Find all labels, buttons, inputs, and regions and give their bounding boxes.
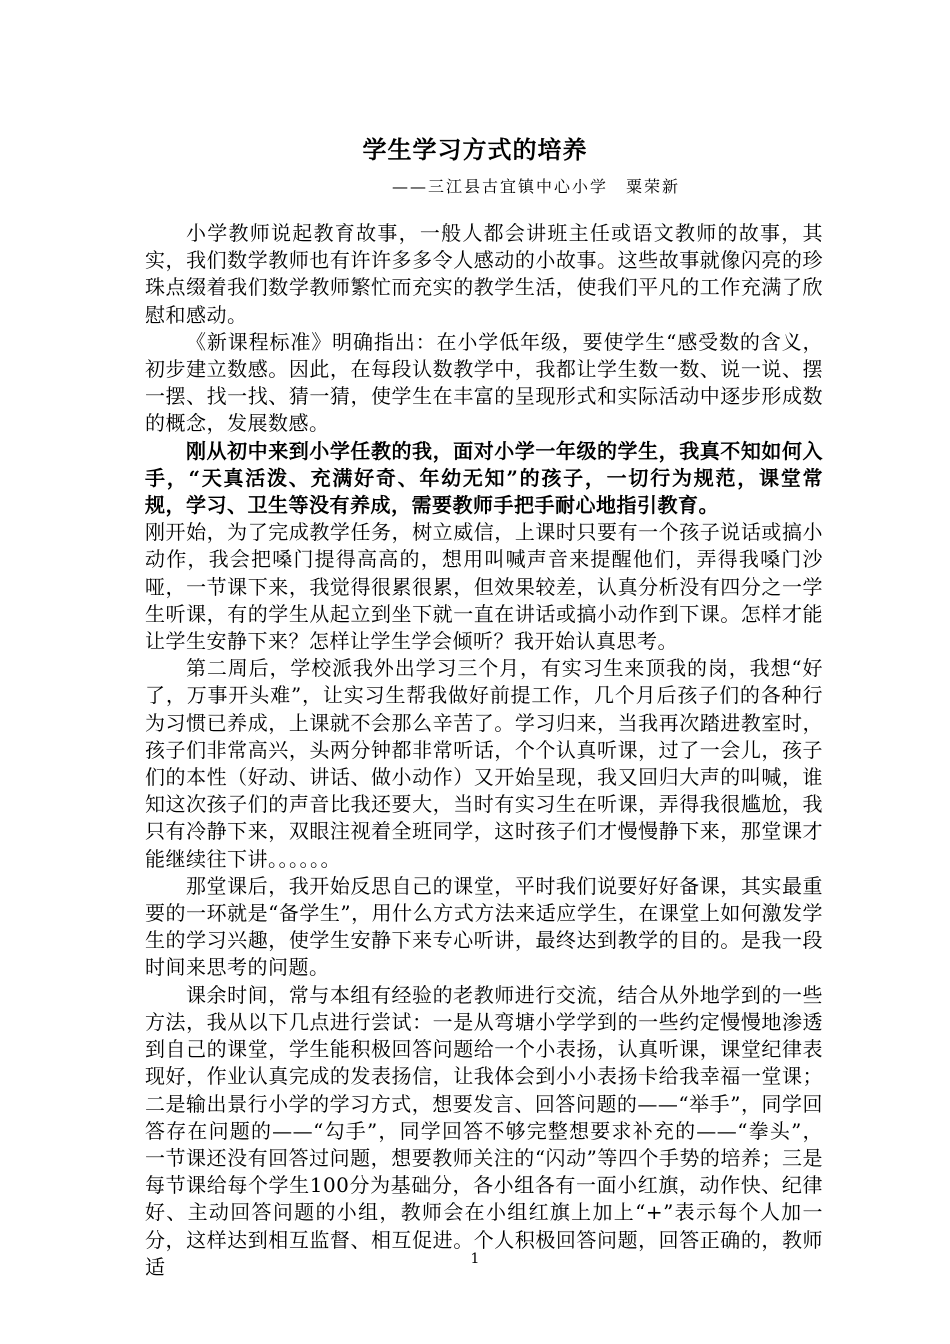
document-title: 学生学习方式的培养 [362,135,588,164]
author-line: ——三江县古宜镇中心小学 粟荣新 [392,177,681,196]
paragraph-7: 课余时间，常与本组有经验的老教师进行交流，结合从外地学到的一些方法，我从以下几点进行尝试：一是从弯塘小学学到的一些约定慢慢地渗透到自己的课堂，学生能积极回答问题给一个小表扬，认真听课，课堂纪律表现好，作业认真完成的发表扬信，让我体会到小小表扬卡给我幸福一堂课；二是输出景行小学的学习方式，想要发言、回答问题的——“举手”，同学回答存在问题的——“勾手”，同学回答不够完整想要求补充的——“拳头”，一节课还没有回答过问题，想要教师关注的“闪动”等四个手势的培养；三是每节课给每个学生100分为基础分，各小组各有一面小红旗，动作快、纪律好、主动回答问题的小组，教师会在小组红旗上加上“+”表示每个人加一分，这样达到相互监督、相互促进。个人积极回答问题，回答正确的，教师适 [145,982,823,1279]
paragraph-5: 第二周后，学校派我外出学习三个月，有实习生来顶我的岗，我想“好了，万事开头难”，让实习生帮我做好前提工作，几个月后孩子们的各种行为习惯已养成，上课就不会那么辛苦了。学习归来，当我再次踏进教室时，孩子们非常高兴，头两分钟都非常听话，个个认真听课，过了一会儿，孩子们的本性（好动、讲话、做小动作）又开始呈现，我又回归大声的叫喊，谁知这次孩子们的声音比我还要大，当时有实习生在听课，弄得我很尴尬，我只有冷静下来，双眼注视着全班同学，这时孩子们才慢慢静下来，那堂课才能继续往下讲。。。。。。 [145,656,823,871]
page-number: 1 [470,1251,480,1267]
paragraph-6: 那堂课后，我开始反思自己的课堂，平时我们说要好好备课，其实最重要的一环就是“备学生”，用什么方式方法来适应学生，在课堂上如何激发学生的学习兴趣，使学生安静下来专心听讲，最终达到教学的目的。是我一段时间来思考的问题。 [145,873,823,980]
paragraph-3: 刚从初中来到小学任教的我，面对小学一年级的学生，我真不知如何入手，“天真活泼、充满好奇、年幼无知”的孩子，一切行为规范，课堂常规，学习、卫生等没有养成，需要教师手把手耐心地指引教育。 [145,438,823,518]
document-body [145,220,823,1281]
paragraph-1: 小学教师说起教育故事，一般人都会讲班主任或语文教师的故事，其实，我们数学教师也有许许多多令人感动的小故事。这些故事就像闪亮的珍珠点缀着我们数学教师繁忙而充实的教学生活，使我们平凡的工作充满了欣慰和感动。 [145,221,823,327]
paragraph-4: 刚开始，为了完成教学任务，树立威信，上课时只要有一个孩子说话或搞小动作，我会把嗓门提得高高的，想用叫喊声音来提醒他们，弄得我嗓门沙哑，一节课下来，我觉得很累很累，但效果较差，认真分析没有四分之一学生听课，有的学生从起立到坐下就一直在讲话或搞小动作到下课。怎样才能让学生安静下来？怎样让学生学会倾听？我开始认真思考。 [145,520,823,654]
paragraph-2: 《新课程标准》明确指出：在小学低年级，要使学生“感受数的含义，初步建立数感。因此，在每段认数教学中，我都让学生数一数、说一说、摆一摆、找一找、猜一猜，使学生在丰富的呈现形式和实际活动中逐步形成数的概念，发展数感。 [145,329,823,436]
